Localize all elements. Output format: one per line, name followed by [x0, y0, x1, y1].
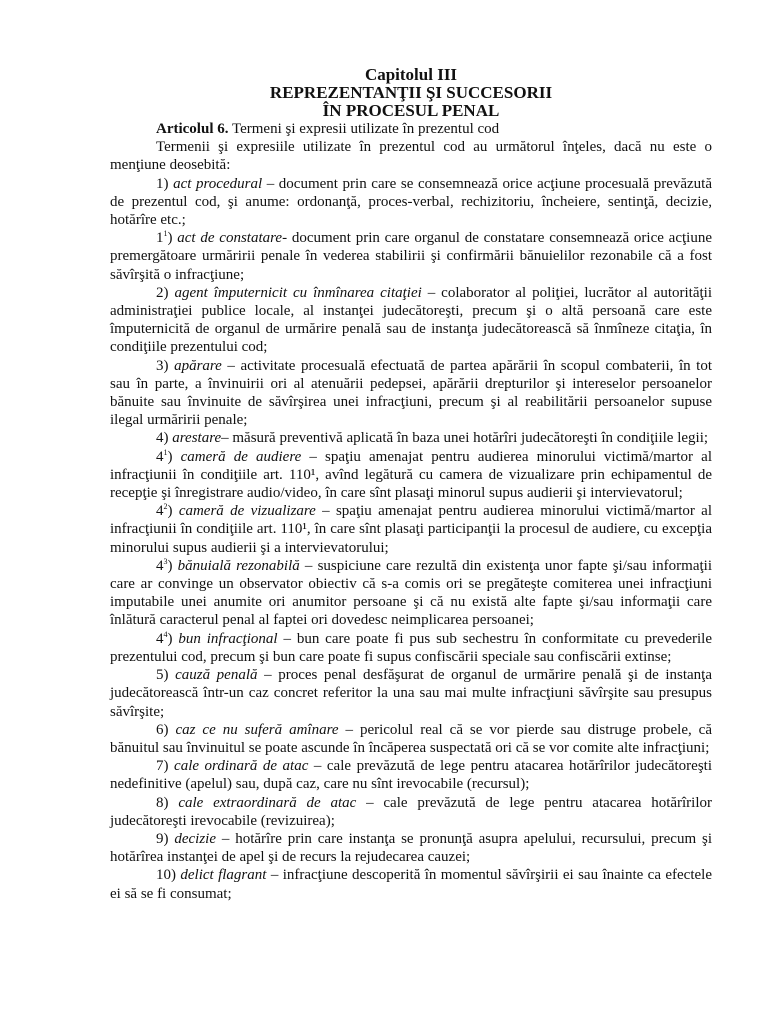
chapter-number: Capitolul III [364, 65, 458, 84]
item-definition: – pericolul real că se vor pierde sau distruge probele, că bănuitul sau învinuitul se poate ascunde în încăperea suspectată ori că se vor comite alte infracţiuni; [110, 721, 713, 756]
article-title: Termeni şi expresii utilizate în prezentul cod [228, 121, 500, 137]
chapter-title-line2: ÎN PROCESUL PENAL [322, 101, 500, 120]
definition-item: $4^4$) bun infracţional – bun care poate fi pus sub sechestru în conformitate cu prevederile prezentului cod, precum şi bun care poate fi supus confiscării speciale sau confiscării extinse; [110, 629, 712, 665]
item-term: cale ordinară de atac [174, 758, 309, 775]
item-number: 4 [156, 557, 164, 574]
item-number: 9) [156, 830, 169, 847]
definitions-list [110, 175, 712, 903]
item-term: decizie [174, 830, 217, 847]
item-number: 3) [156, 357, 169, 374]
item-term: cameră de vizualizare [178, 503, 316, 520]
item-term: cauză penală [175, 667, 258, 684]
definition-item [110, 830, 712, 866]
chapter-title-line1: REPREZENTANŢII ŞI SUCCESORII [269, 83, 553, 102]
item-number: 4 [156, 630, 164, 647]
item-definition: - document prin care organul de constatare consemnează orice acţiune premergătoare urmăririi penale în vederea stabilirii şi confirmării bănuielilor rezonabile că a fost săvîrşită o infracţiune; [110, 230, 712, 283]
item-definition: – activitate procesuală efectuată de partea apărării în scopul combaterii, în tot sau în parte, a învinuirii ori al atenuării pedepsei, apărării drepturilor şi intereselor persoanelor bănuite sau învinuite de săvîrşirea unei infracţiuni, precum şi al reabilitării persoanelor supuse ilegal urmăririi penale; [110, 357, 713, 429]
item-superscript: 3 [163, 556, 168, 566]
item-number: 4 [156, 448, 164, 465]
definition-item [110, 721, 712, 757]
definition-item [110, 175, 712, 230]
item-definition: – bun care poate fi pus sub sechestru în conformitate cu prevederile prezentului cod, precum şi bun care poate fi supus confiscării speciale sau confiscării extinse; [110, 630, 712, 665]
item-superscript: 1 [163, 229, 168, 239]
item-definition: – cale prevăzută de lege pentru atacarea hotărîrilor judecătoreşti irevocabile (revizuirea); [110, 794, 713, 829]
item-superscript: 2 [163, 502, 168, 512]
item-number: 1) [156, 175, 169, 192]
definition-item: $4^2$) cameră de vizualizare – spaţiu amenajat pentru audierea minorului victimă/martor al infracţiunii în condiţiile art. 110¹, în care sînt plasaţi participanţii la procesul de audiere, cu excepţia minorului supus audierii şi a intervievatorului; [110, 502, 713, 556]
item-definition: – suspiciune care rezultă din existenţa unor fapte şi/sau informaţii care ar convinge un observator obiectiv că s-a comis ori se pregăteşte comiterea unei infracţiuni imputabile unei anumite ori anumitor persoane şi că nu există alte fapte şi/sau informaţii care înlătură caracterul penal al faptei ori dovedesc neimplicarea persoanei; [110, 557, 713, 629]
definition-item: $1^1$) act de constatare- document prin care organul de constatare consemnează orice acţiune premergătoare urmăririi penale în vederea stabilirii şi confirmării bănuielilor rezonabile că a fost săvîrşită o infracţiune; [110, 229, 712, 283]
item-term: cameră de audiere [180, 448, 302, 465]
item-number: 5) [156, 667, 169, 684]
item-number: 7) [156, 758, 169, 775]
item-definition: – hotărîre prin care instanţa se pronunţă asupra apelului, recursului, precum şi hotărîrea instanţei de apel şi de recurs la rejudecarea cauzei; [110, 830, 712, 866]
item-definition: – colaborator al poliţiei, lucrător al autorităţii administraţiei publice locale, al instanţei judecătoreşti, precum şi o altă persoană care este împuternicită de organul de urmărire penală sau de instanţa judecătorească să înmîneze citaţia, în condiţiile prezentului cod; [110, 284, 713, 356]
item-number: 8) [156, 794, 169, 811]
item-definition: – cale prevăzută de lege pentru atacarea hotărîrilor judecătoreşti nedefinitive (apelul) sau, după caz, care nu sînt irevocabile (recursul); [110, 758, 713, 793]
definition-item [110, 866, 712, 902]
item-number: 4 [156, 503, 164, 520]
definition-item [110, 666, 712, 721]
definition-item [110, 429, 712, 447]
item-term: arestare [172, 430, 222, 447]
item-definition: – proces penal desfăşurat de organul de urmărire penală şi de instanţa judecătorească într-un caz concret referitor la una sau mai multe infracţiuni săvîrşite sau presupus săvîrşite; [110, 667, 712, 720]
item-definition: – spaţiu amenajat pentru audierea minorului victimă/martor al infracţiunii în condiţiile art. 110¹, avînd legătură cu camera de vizualizare prin echipamentul de recepţie şi înregistrare audio/video, în care sînt plasaţi minorul supus audierii şi intervievatorul; [110, 448, 712, 502]
article-heading [110, 120, 712, 138]
item-superscript: 4 [163, 629, 168, 639]
definition-item [110, 284, 712, 357]
item-number: 2) [156, 284, 169, 301]
article-intro: Termenii şi expresiile utilizate în prezentul cod au următorul înţeles, dacă nu este o menţiune deosebită: [110, 139, 712, 174]
definition-item [110, 794, 712, 830]
item-definition: – măsură preventivă aplicată în baza unei hotărîri judecătoreşti în condiţiile legii; [221, 430, 709, 447]
item-superscript: 1 [163, 447, 168, 457]
item-number: 1 [156, 230, 164, 247]
definition-item: $4^3$) bănuială rezonabilă – suspiciune care rezultă din existenţa unor fapte şi/sau informaţii care ar convinge un observator obiectiv că s-a comis ori se pregăteşte comiterea unei infracţiuni imputabile unei anumite ori anumitor persoane şi că nu există alte fapte şi/sau informaţii care înlătură caracterul penal al faptei ori dovedesc neimplicarea persoanei; [110, 556, 713, 629]
item-term: bun infracţional [178, 630, 278, 647]
article-label: Articolul 6. [156, 121, 229, 137]
item-term: caz ce nu suferă amînare [175, 721, 339, 738]
definition-item [110, 757, 712, 793]
item-term: act procedural [173, 175, 263, 192]
item-number: 4) [156, 430, 169, 447]
item-term: bănuială rezonabilă [177, 557, 300, 574]
item-number: 6) [156, 721, 169, 738]
item-term: delict flagrant [180, 867, 267, 884]
item-definition: – spaţiu amenajat pentru audierea minorului victimă/martor al infracţiunii în condiţiile art. 110¹, în care sînt plasaţi participanţii la procesul de audiere, cu excepţia minorului supus audierii şi a intervievatorului; [110, 503, 713, 556]
item-term: agent împuternicit cu înmînarea citaţiei [174, 284, 422, 301]
item-term: cale extraordinară de atac [178, 794, 357, 811]
item-definition: – document prin care se consemnează orice acţiune procesuală prevăzută de prezentul cod, şi anume: ordonanţă, proces-verbal, rechizitoriu, încheiere, sentinţă, decizie, hotărîre etc.; [110, 175, 712, 229]
item-term: apărare [174, 357, 222, 374]
definition-item [110, 357, 712, 430]
item-definition: – infracţiune descoperită în momentul săvîrşirii ei sau înainte ca efectele ei să se fi consumat; [110, 867, 712, 902]
item-number: 10) [156, 867, 176, 884]
item-term: act de constatare [177, 230, 283, 247]
chapter-heading [110, 66, 712, 120]
definition-item: $4^1$) cameră de audiere – spaţiu amenajat pentru audierea minorului victimă/martor al infracţiunii în condiţiile art. 110¹, avînd legătură cu camera de vizualizare prin echipamentul de recepţie şi înregistrare audio/video, în care sînt plasaţi minorul supus audierii şi intervievatorul; [110, 447, 712, 502]
